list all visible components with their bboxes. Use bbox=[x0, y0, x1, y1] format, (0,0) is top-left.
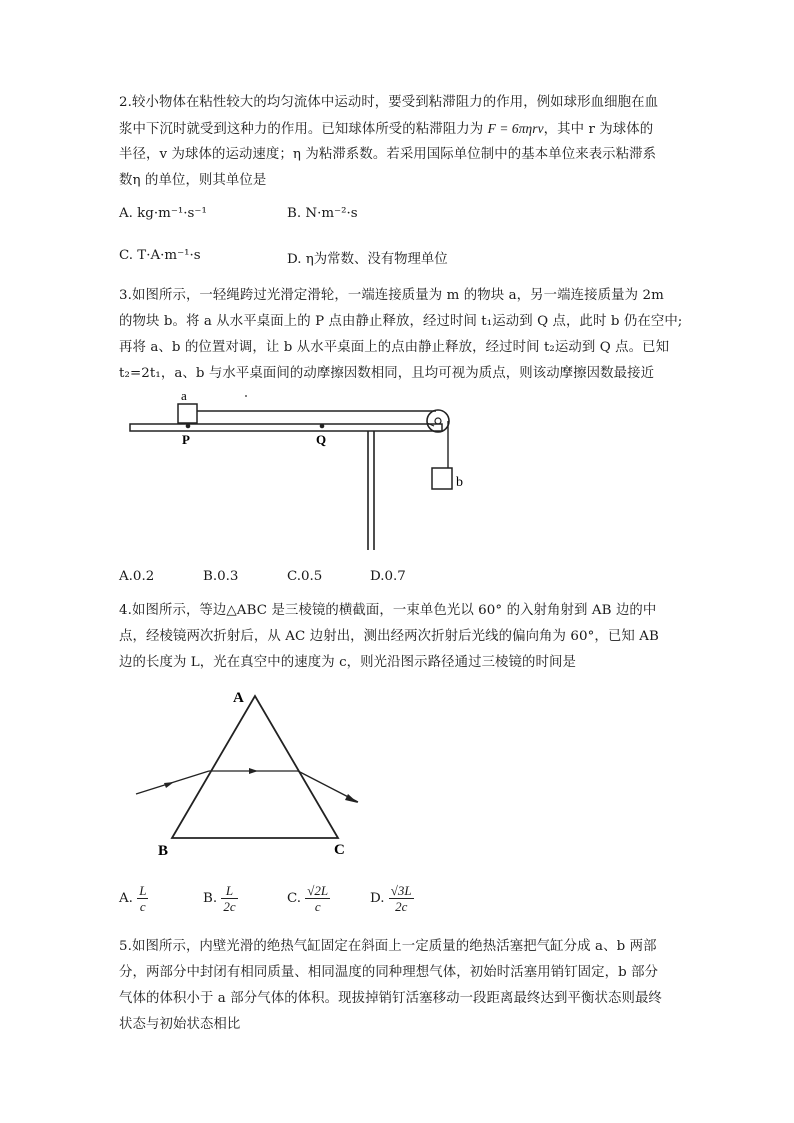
q4-option-d bbox=[370, 883, 414, 914]
label-a: a bbox=[181, 390, 187, 403]
q2-option-b: B. N·m⁻²·s bbox=[287, 206, 358, 221]
q5-line-1: 5.如图所示，内壁光滑的绝热气缸固定在斜面上一定质量的绝热活塞把气缸分成 a、b 两部 bbox=[119, 939, 657, 954]
vertex-b-label: B bbox=[158, 843, 169, 859]
vertex-c-label: C bbox=[334, 842, 345, 858]
pulley bbox=[427, 410, 449, 432]
q4-option-b-fraction bbox=[221, 883, 237, 914]
block-b bbox=[432, 468, 452, 489]
q4-line-3: 边的长度为 L，光在真空中的速度为 c，则光沿图示路径通过三棱镜的时间是 bbox=[119, 655, 577, 670]
q3-option-c: C.0.5 bbox=[287, 569, 323, 584]
q2-line-3: 半径，v 为球体的运动速度；η 为粘滞系数。若采用国际单位制中的基本单位来表示粘滞系 bbox=[119, 147, 657, 162]
question-2-text bbox=[119, 90, 679, 194]
q3-line-2: 的物块 b。将 a 从水平桌面上的 P 点由静止释放，经过时间 t₁运动到 Q 点，此时 b 仍在空中; bbox=[119, 314, 683, 329]
q4-option-a-denominator: c bbox=[139, 899, 146, 914]
question-5-text bbox=[119, 934, 679, 1038]
q3-option-a: A.0.2 bbox=[119, 569, 155, 584]
q4-option-a bbox=[119, 883, 148, 914]
q3-pulley-figure bbox=[118, 390, 478, 560]
q4-option-b-letter: B. bbox=[203, 891, 218, 906]
q4-prism-figure bbox=[118, 676, 378, 861]
q4-option-b bbox=[203, 883, 238, 914]
q2-line-4: 数η 的单位，则其单位是 bbox=[119, 173, 267, 188]
q2-line-2-head: 浆中下沉时就受到这种力的作用。已知球体所受的粘滞阻力为 bbox=[119, 122, 488, 137]
q3-option-d: D.0.7 bbox=[370, 569, 406, 584]
q2-line-2 bbox=[119, 116, 679, 142]
q4-line-1: 4.如图所示，等边△ABC 是三棱镜的横截面，一束单色光以 60° 的入射角射到 AB 边的中 bbox=[119, 603, 657, 618]
point-p-dot bbox=[186, 424, 191, 429]
prism-triangle bbox=[172, 696, 338, 838]
q4-option-d-numerator: √3L bbox=[390, 883, 412, 898]
q5-line-4: 状态与初始状态相比 bbox=[119, 1017, 241, 1032]
q4-option-c-numerator: √2L bbox=[307, 883, 329, 898]
q4-option-c-letter: C. bbox=[287, 891, 302, 906]
q4-option-a-letter: A. bbox=[119, 891, 133, 906]
q2-option-a: A. kg·m⁻¹·s⁻¹ bbox=[119, 206, 207, 221]
q3-line-3: 再将 a、b 的位置对调，让 b 从水平桌面上的点由静止释放，经过时间 t₂运动到 Q 点。已知 bbox=[119, 340, 670, 355]
q4-option-d-letter: D. bbox=[370, 891, 385, 906]
emergent-arrow bbox=[345, 794, 358, 803]
label-b: b bbox=[456, 475, 463, 490]
q4-option-b-denominator: 2c bbox=[223, 899, 236, 914]
point-q-dot bbox=[320, 424, 325, 429]
question-4-text bbox=[119, 598, 679, 676]
internal-arrow bbox=[249, 768, 258, 774]
incident-arrow bbox=[164, 782, 174, 788]
block-a bbox=[178, 404, 197, 423]
pulley-axle bbox=[435, 418, 441, 424]
question-3-text bbox=[119, 283, 683, 387]
vertex-a-label: A bbox=[233, 690, 244, 706]
q5-line-3: 气体的体积小于 a 部分气体的体积。现拔掉销钉活塞移动一段距离最终达到平衡状态则最终 bbox=[119, 991, 662, 1006]
q3-option-b: B.0.3 bbox=[203, 569, 239, 584]
q2-option-d: D. η为常数、没有物理单位 bbox=[287, 252, 448, 267]
q4-option-c-denominator: c bbox=[314, 899, 321, 914]
q4-option-d-fraction bbox=[389, 883, 414, 914]
q4-option-d-denominator: 2c bbox=[395, 899, 408, 914]
speck bbox=[245, 395, 247, 397]
q2-line-1: 2.较小物体在粘性较大的均匀流体中运动时，要受到粘滞阻力的作用，例如球形血细胞在血 bbox=[119, 95, 659, 110]
label-q: Q bbox=[316, 432, 327, 447]
q4-option-c-fraction bbox=[305, 883, 330, 914]
q4-option-a-numerator: L bbox=[139, 883, 147, 898]
q2-line-2-tail: ，其中 r 为球体的 bbox=[543, 122, 654, 137]
q4-option-b-numerator: L bbox=[221, 883, 237, 899]
q2-formula: F = 6πηrv bbox=[487, 121, 544, 136]
q5-line-2: 分，两部分中封闭有相同质量、相同温度的同种理想气体，初始时活塞用销钉固定，b 部分 bbox=[119, 965, 659, 980]
table-top bbox=[130, 424, 442, 431]
q4-option-a-fraction bbox=[137, 883, 148, 914]
label-p: P bbox=[182, 432, 190, 447]
q3-line-1: 3.如图所示，一轻绳跨过光滑定滑轮，一端连接质量为 m 的物块 a，另一端连接质量为 2m bbox=[119, 288, 664, 303]
q3-line-4: t₂=2t₁，a、b 与水平桌面间的动摩擦因数相同，且均可视为质点，则该动摩擦因数最接近 bbox=[119, 366, 655, 381]
q2-option-c: C. T·A·m⁻¹·s bbox=[119, 248, 201, 263]
q4-option-c bbox=[287, 883, 330, 914]
q4-line-2: 点，经棱镜两次折射后，从 AC 边射出，测出经两次折射后光线的偏向角为 60°，已知 AB bbox=[119, 629, 659, 644]
